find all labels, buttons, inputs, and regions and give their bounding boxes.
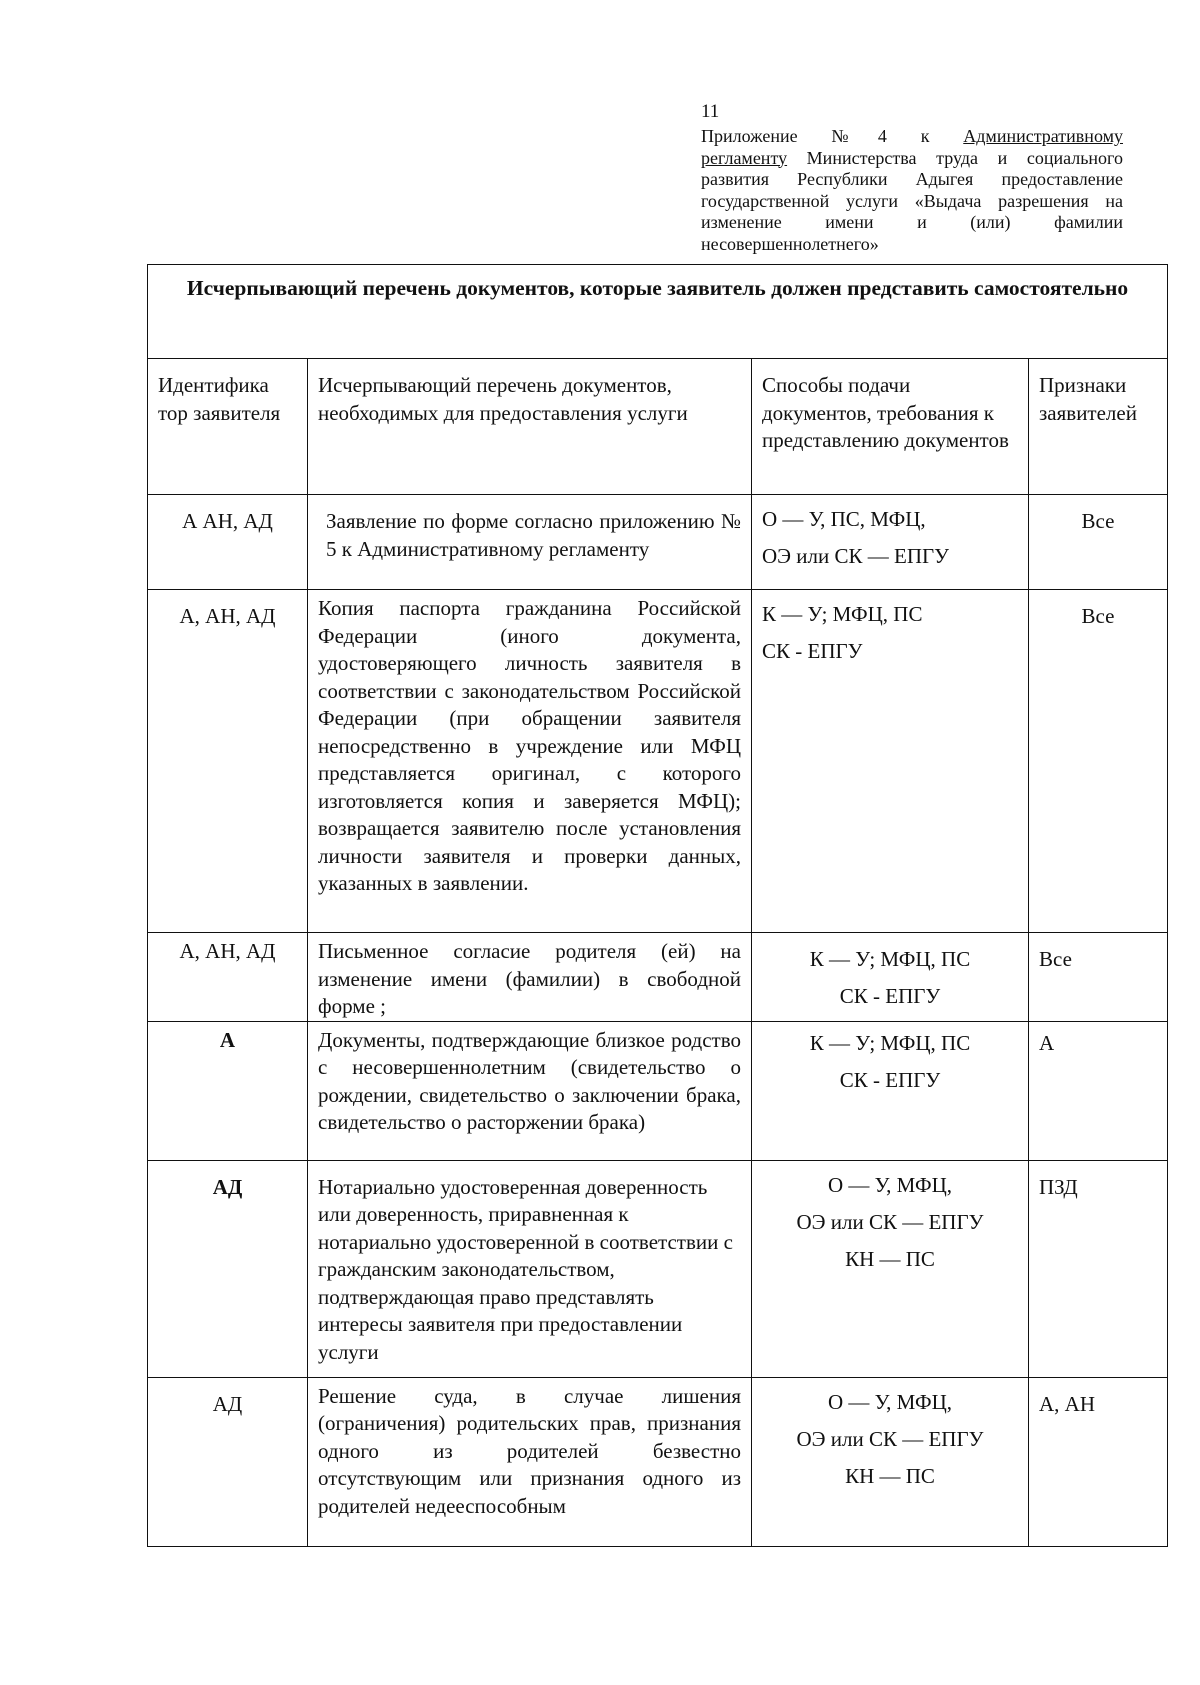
signs-cell: Все: [1029, 933, 1168, 1022]
table-title: Исчерпывающий перечень документов, которые заявитель должен представить самостоятельно: [148, 265, 1168, 359]
applicant-id-cell: АД: [148, 1160, 308, 1377]
appendix-line: регламенту Министерства труда и социального: [701, 147, 1123, 168]
appendix-line: несовершеннолетнего»: [701, 233, 879, 254]
signs-cell: Все: [1029, 590, 1168, 933]
documents-table: [147, 264, 1168, 1547]
table-row: [148, 1021, 1168, 1160]
table-header-row: [148, 359, 1168, 495]
appendix-line: государственной услуги «Выдача разрешения на: [701, 190, 1123, 211]
applicant-id-cell: А, АН, АД: [148, 590, 308, 933]
method-line: О — У, ПС, МФЦ,: [762, 507, 926, 531]
document-cell: Решение суда, в случае лишения (ограничения) родительских прав, признания одного из родителей безвестно отсутствующим или признания одного из родителей недееспособным: [308, 1377, 752, 1546]
header-cell: Признаки заявителей: [1029, 359, 1168, 495]
header-cell: Исчерпывающий перечень документов, необходимых для предоставления услуги: [308, 359, 752, 495]
methods-cell: [752, 1377, 1029, 1546]
methods-cell: [752, 1021, 1029, 1160]
table-row: [148, 590, 1168, 933]
page-number: 11: [701, 101, 720, 122]
table-row: [148, 1377, 1168, 1546]
applicant-id-cell: АД: [148, 1377, 308, 1546]
method-line: СК - ЕПГУ: [839, 1067, 941, 1092]
method-line: СК - ЕПГУ: [762, 639, 863, 663]
method-line: К — У; МФЦ, ПС: [762, 602, 923, 626]
underlined-text: Административному: [963, 126, 1123, 146]
method-line: СК - ЕПГУ: [839, 984, 941, 1008]
method-line: КН — ПС: [845, 1246, 935, 1271]
methods-cell: [752, 933, 1029, 1022]
applicant-id-cell: А, АН, АД: [148, 933, 308, 1022]
appendix-note: [701, 126, 1123, 255]
method-line: О — У, МФЦ,: [827, 1172, 952, 1197]
method-line: ОЭ или СК — ЕПГУ: [762, 544, 950, 568]
signs-cell: А: [1029, 1021, 1168, 1160]
signs-cell: А, АН: [1029, 1377, 1168, 1546]
appendix-line: изменение имени и (или) фамилии: [701, 212, 1123, 232]
signs-cell: ПЗД: [1029, 1160, 1168, 1377]
methods-cell: [752, 495, 1029, 590]
applicant-id-cell: А АН, АД: [148, 495, 308, 590]
applicant-id-cell: А: [148, 1021, 308, 1160]
signs-cell: Все: [1029, 495, 1168, 590]
method-line: К — У; МФЦ, ПС: [809, 947, 971, 971]
header-cell: Способы подачи документов, требования к представлению документов: [752, 359, 1029, 495]
methods-cell: [752, 1160, 1029, 1377]
methods-cell: [752, 590, 1029, 933]
method-line: ОЭ или СК — ЕПГУ: [796, 1426, 984, 1451]
method-line: КН — ПС: [845, 1463, 935, 1488]
document-cell: Копия паспорта гражданина Российской Федерации (иного документа, удостоверяющего личность заявителя в соответствии с законодательством Российской Федерации (при обращении заявителя непосредственно в учреждение или МФЦ представляется оригинал, с которого изготовляется копия и заверяется МФЦ); возвращается заявителю после установления личности заявителя и проверки данных, указанных в заявлении.: [308, 590, 752, 933]
method-line: К — У; МФЦ, ПС: [809, 1030, 971, 1055]
header-cell: Идентифика тор заявителя: [148, 359, 308, 495]
document-cell: Письменное согласие родителя (ей) на изменение имени (фамилии) в свободной форме ;: [308, 933, 752, 1022]
appendix-line: развития Республики Адыгея предоставление: [701, 169, 1123, 189]
table-row: [148, 933, 1168, 1022]
table-row: [148, 1160, 1168, 1377]
appendix-line: Приложение №4 к Административному: [701, 126, 1123, 146]
table-row: [148, 495, 1168, 590]
document-cell: Нотариально удостоверенная доверенность или доверенность, приравненная к нотариально удостоверенной в соответствии с гражданским законодательством, подтверждающая право представлять интересы заявителя при предоставлении услуги: [308, 1160, 752, 1377]
method-line: ОЭ или СК — ЕПГУ: [796, 1209, 984, 1234]
method-line: О — У, МФЦ,: [827, 1389, 952, 1414]
document-cell: Заявление по форме согласно приложению № 5 к Административному регламенту: [308, 495, 752, 590]
document-cell: Документы, подтверждающие близкое родство с несовершеннолетним (свидетельство о рождении, свидетельство о заключении брака, свидетельство о расторжении брака): [308, 1021, 752, 1160]
underlined-text: регламенту: [701, 147, 788, 168]
